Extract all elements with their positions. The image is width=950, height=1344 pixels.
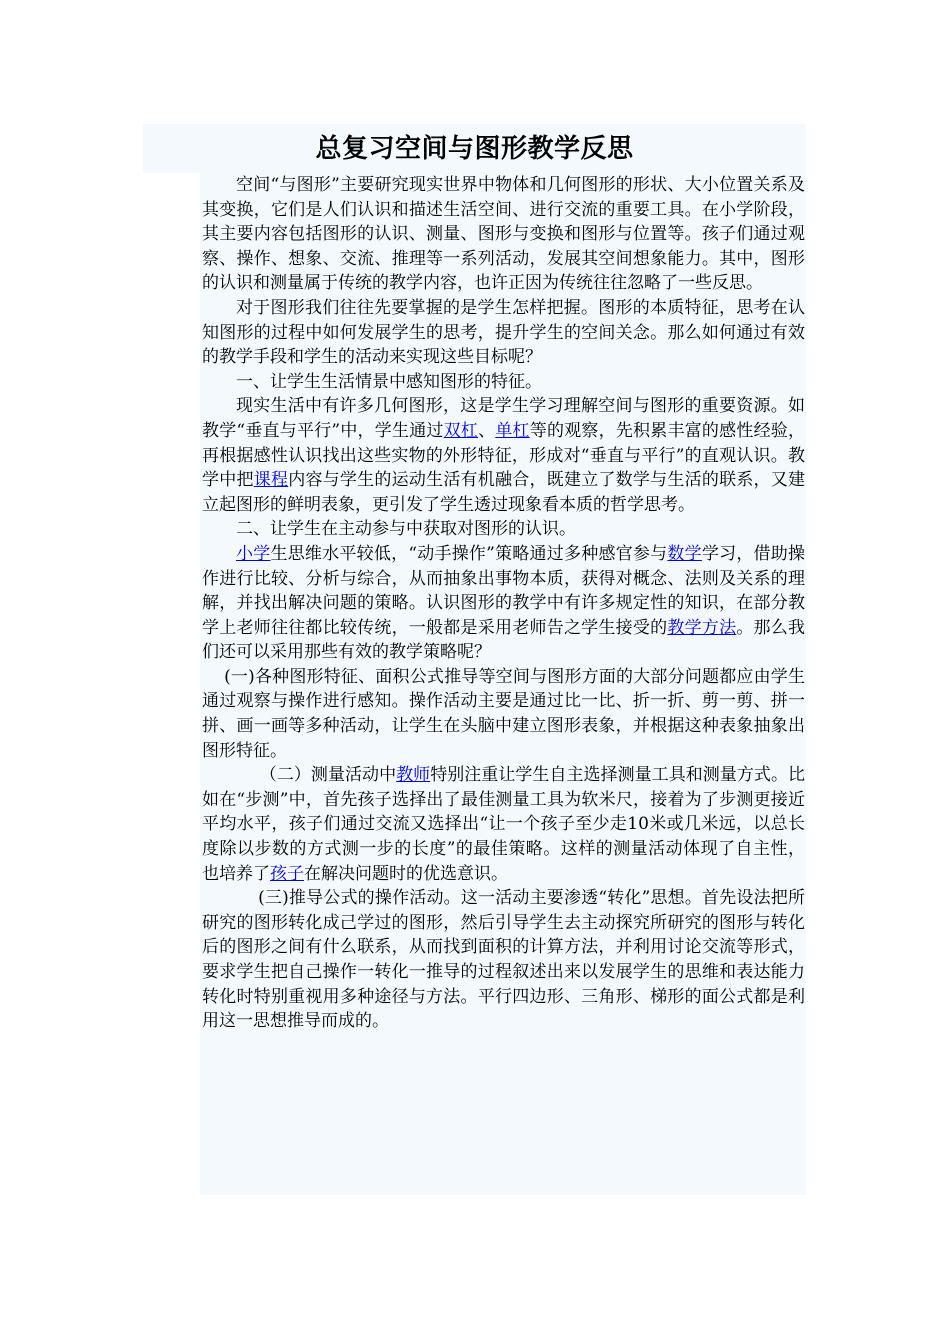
paragraph-text: 空间“与图形”主要研究现实世界中物体和几何图形的形状、大小位置关系及其变换，它们是人们认识和描述生活空间、进行交流的重要工具。在小学阶段，其主要内容包括图形的认识、测量、图形与变换和图形与位置等。孩子们通过观察、操作、想象、交流、推理等一系列活动，发展其空间想象能力。其中，图形的认识和测量属于传统的教学内容，也许正因为传统往往忽略了一些反思。 [202,175,805,294]
inline-link[interactable]: 教学方法 [667,617,737,638]
paragraph-p8 [202,763,805,886]
inline-link[interactable]: 课程 [253,470,289,491]
paragraph-p3 [202,370,805,395]
inline-link[interactable]: 孩子 [270,863,304,884]
paragraph-text: 学习，借助操作进行比较、分析与综合，从而抽象出事物本质，获得对概念、法则及关系的理解，并找出解决问题的策略。认识图形的教学中有许多规定性的知识，在部分教学上老师往往都比较传统，一般都是采用老师告之学生接受的 [202,543,806,638]
paragraph-p1 [202,173,805,296]
paragraph-text: 特别注重让学生自主选择测量工具和测量方式。比如在“步测”中，首先孩子选择出了最佳测量工具为软米尺，接着为了步测更接近平均水平，孩子们通过交流又选择出“让一个孩子至少走10米或几米远，以总长度除以步数的方式测一步的长度”的最佳策略。这样的测量活动体现了自主性，也培养了 [202,765,806,884]
paragraph-text: 等的观察，先积累丰富的感性经验，再根据感性认识找出这些实物的外形特征，形成对“垂直与平行”的直观认识。教学中把 [202,420,806,491]
paragraph-p5 [202,517,805,542]
paragraph-text: 在解决问题时的优选意识。 [304,863,508,884]
paragraph-p6 [202,542,805,665]
paragraph-p4 [202,394,805,517]
paragraph-p9 [202,886,805,1034]
paragraph-text: 对于图形我们往往先要掌握的是学生怎样把握。图形的本质特征，思考在认知图形的过程中如何发展学生的思考，提升学生的空间关念。那么如何通过有效的教学手段和学生的活动来实现这些目标呢？ [202,297,805,368]
document-title: 总复习空间与图形教学反思 [315,134,634,164]
paragraph-text: 、 [478,420,496,441]
paragraph-text: （二）测量活动中 [259,765,397,786]
paragraph-p2 [202,296,805,370]
paragraph-text: 一、让学生生活情景中感知图形的特征。 [236,371,542,392]
paragraph-text: 。那么我们还可以采用那些有效的教学策略呢？ [202,617,806,663]
paragraph-p7 [202,665,805,763]
inline-link[interactable]: 教师 [396,765,431,786]
paragraph-text: 生思维水平较低，“动手操作”策略通过多种感官参与 [270,543,668,564]
inline-link[interactable]: 小学 [236,543,271,564]
document-body [202,173,805,1034]
paragraph-text: 二、让学生在主动参与中获取对图形的认识。 [236,519,576,540]
inline-link[interactable]: 数学 [667,543,702,564]
inline-link[interactable]: 单杠 [495,420,530,441]
paragraph-text: 内容与学生的运动生活有机融合，既建立了数学与生活的联系，又建立起图形的鲜明表象，更引发了学生透过现象看本质的哲学思考。 [202,470,806,515]
paragraph-text: 现实生活中有许多几何图形，这是学生学习理解空间与图形的重要资源。如教学“垂直与平行”中，学生通过 [202,396,805,441]
inline-link[interactable]: 双杠 [443,420,479,441]
paragraph-text: (一)各种图形特征、面积公式推导等空间与图形方面的大部分问题都应由学生通过观察与操作进行感知。操作活动主要是通过比一比、折一折、剪一剪、拼一拼、画一画等多种活动，让学生在头脑中建立图形表象，并根据这种表象抽象出图形特征。 [202,666,805,761]
paragraph-text: (三)推导公式的操作活动。这一活动主要渗透“转化”思想。首先设法把所研究的图形转化成己学过的图形，然后引导学生去主动探究所研究的图形与转化后的图形之间有什么联系，从而找到面积的计算方法，并利用讨论交流等形式，要求学生把自己操作一转化一推导的过程叙述出来以发展学生的思维和表达能力转化时特别重视用多种途径与方法。平行四边形、三角形、梯形的面公式都是利用这一思想推导而成的。 [202,888,805,1032]
